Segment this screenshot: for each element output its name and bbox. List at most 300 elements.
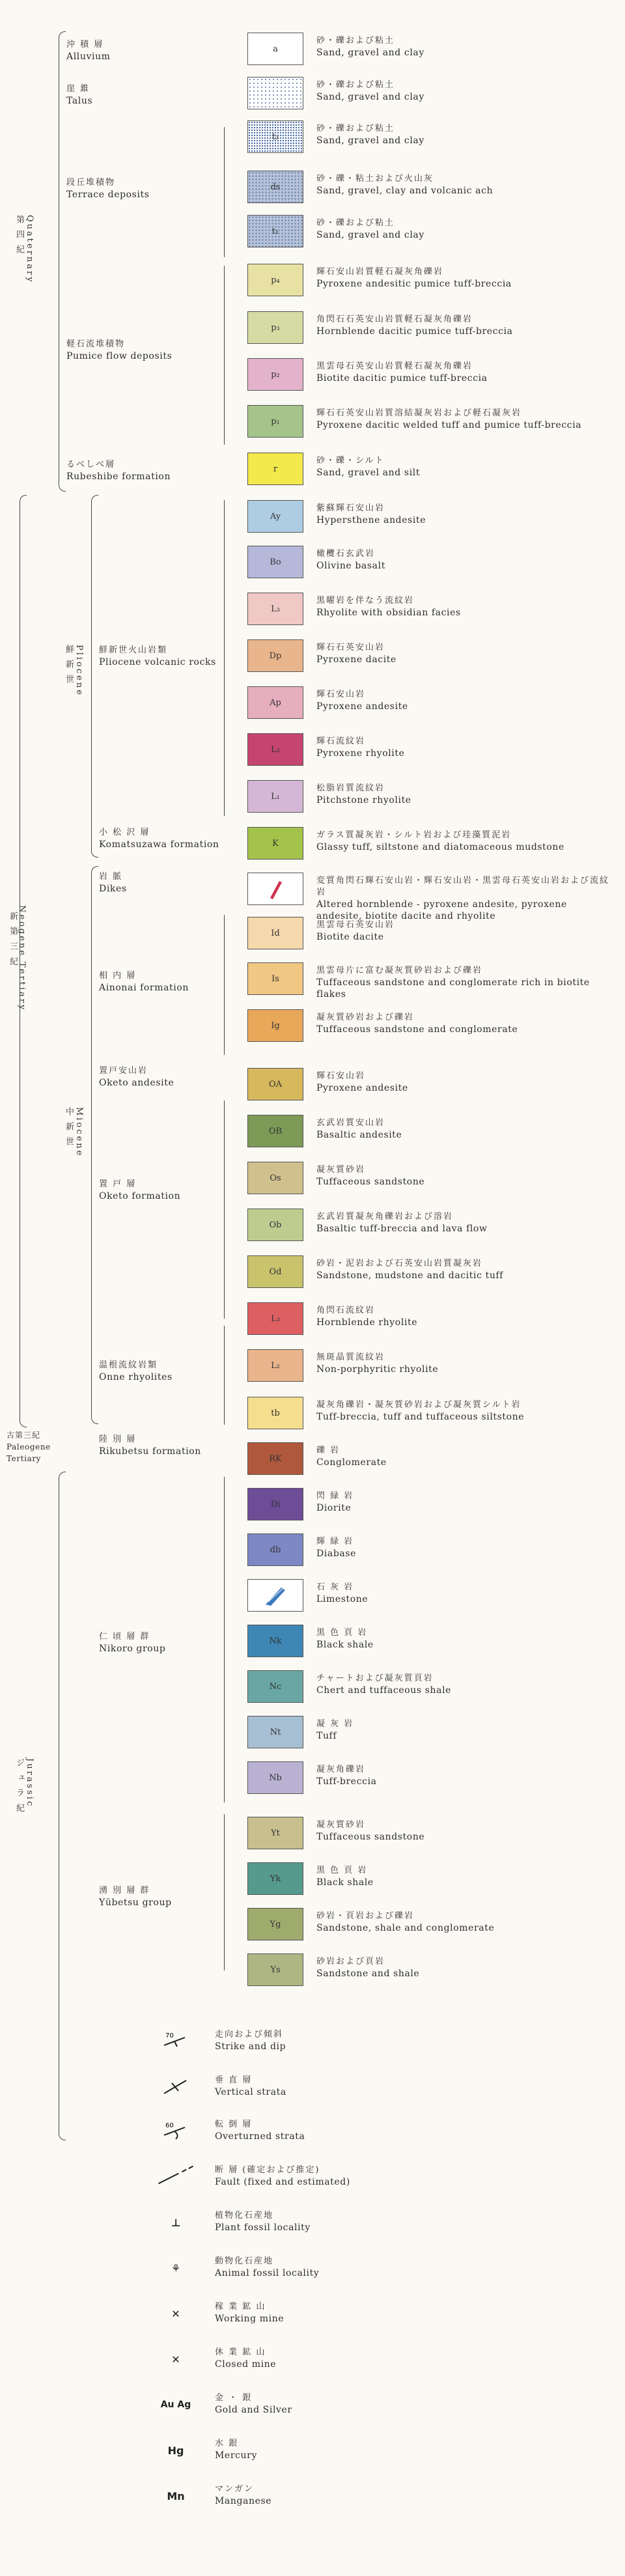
legend-code: RK: [269, 1453, 282, 1464]
legend-description-en: Tuffaceous sandstone: [316, 1832, 425, 1842]
jurassic-brace: [59, 1472, 66, 2140]
unit-ainonai: [99, 970, 189, 994]
legend-description: [316, 1399, 616, 1423]
legend-swatch: [247, 827, 303, 860]
unit-rubeshibe-en: Rubeshibe formation: [66, 471, 171, 482]
unit-nikoro: [99, 1631, 165, 1655]
legend-swatch: [247, 405, 303, 438]
legend-code: p₄: [271, 275, 280, 285]
legend-description: [316, 1764, 616, 1787]
legend-description-jp: 黒 色 頁 岩: [316, 1628, 368, 1638]
legend-description-en: Tuffaceous sandstone and conglomerate: [316, 1024, 518, 1035]
legend-swatch: [247, 1442, 303, 1475]
mercury-icon: Hg: [167, 2444, 184, 2457]
overturned-strata-icon: [156, 2115, 195, 2148]
legend-description-en: Diorite: [316, 1503, 352, 1513]
legend-description-en: Altered hornblende - pyroxene andesite, pyroxene andesite, biotite dacite and rhyolite: [316, 899, 567, 921]
legend-description-jp: 黒曜岩を伴なう流紋岩: [316, 596, 415, 606]
legend-swatch: [247, 593, 303, 625]
svg-text:70: 70: [165, 2032, 174, 2039]
unit-yubetsu-en: Yūbetsu group: [99, 1897, 172, 1908]
era-jurassic-jp: ジ ュ ラ 紀: [14, 1758, 24, 1814]
legend-code: Ay: [270, 511, 281, 522]
legend-description-jp: 玄武岩質安山岩: [316, 1118, 385, 1128]
legend-description-jp: 黒雲母石英安山岩: [316, 920, 395, 930]
unit-pliocene-volcanic-jp: 鮮新世火山岩類: [99, 645, 168, 655]
era-quaternary-jp: 第 四 紀: [14, 215, 24, 256]
legend-description-en: Pyroxene andesite: [316, 701, 408, 712]
fault-icon: [156, 2161, 195, 2193]
unit-oketo-andesite-en: Oketo andesite: [99, 1078, 174, 1088]
legend-swatch: [247, 1625, 303, 1657]
unit-rikubetsu-en: Rikubetsu formation: [99, 1446, 201, 1457]
unit-rikubetsu: [99, 1434, 201, 1457]
nikoro-brace: [224, 1477, 225, 1802]
legend-swatch: [247, 1068, 303, 1100]
symbol-description: [215, 2119, 488, 2142]
legend-code: Od: [269, 1267, 282, 1277]
legend-description-en: Basaltic andesite: [316, 1130, 402, 1140]
legend-description: [316, 830, 616, 853]
legend-code: L₂: [271, 744, 280, 755]
strike-dip-icon: [156, 2025, 195, 2058]
legend-description-jp: 橄欖石玄武岩: [316, 549, 376, 559]
ainonai-brace: [224, 915, 225, 1055]
unit-oketo-jp: 置 戸 層: [99, 1179, 137, 1189]
legend-description-jp: 角閃石流紋岩: [316, 1306, 376, 1315]
symbol-description-jp: 転 倒 層: [215, 2120, 253, 2129]
legend-description-en: Black shale: [316, 1640, 374, 1650]
legend-swatch: [247, 1761, 303, 1794]
unit-alluvium: [66, 39, 111, 63]
unit-terrace: [66, 177, 150, 201]
unit-komatsuzawa-jp: 小 松 沢 層: [99, 828, 150, 837]
legend-description-jp: 黒 色 頁 岩: [316, 1866, 368, 1875]
legend-description: [316, 1305, 616, 1328]
symbol-description-en: Gold and Silver: [215, 2405, 292, 2415]
legend-code: tb: [271, 1408, 280, 1418]
legend-description-en: Tuff-breccia: [316, 1776, 377, 1787]
legend-description-en: Diabase: [316, 1548, 357, 1559]
legend-description-jp: 石 灰 岩: [316, 1582, 354, 1592]
legend-description: [316, 455, 616, 479]
symbol-description-jp: 金 ・ 銀: [215, 2393, 253, 2403]
unit-yubetsu: [99, 1885, 172, 1909]
symbol-description-jp: 水 銀: [215, 2439, 239, 2448]
legend-description-en: Tuff: [316, 1731, 337, 1741]
legend-description: [316, 1956, 616, 1980]
symbol-description-en: Strike and dip: [215, 2041, 286, 2052]
animal-fossil-icon: ⚘: [171, 2261, 181, 2275]
legend-code: ds: [270, 182, 281, 192]
unit-dikes-jp: 岩 脈: [99, 872, 123, 882]
legend-description-en: Tuffaceous sandstone: [316, 1177, 425, 1187]
legend-description-en: Limestone: [316, 1594, 368, 1604]
legend-description: [316, 1536, 616, 1560]
symbol-description-jp: 垂 直 層: [215, 2075, 253, 2085]
unit-rikubetsu-jp: 陸 別 層: [99, 1435, 137, 1444]
symbol-description: [215, 2210, 488, 2233]
legend-description: [316, 123, 616, 147]
legend-description: [316, 875, 616, 922]
quaternary-brace: [59, 31, 66, 492]
vertical-strata-icon: [156, 2071, 195, 2103]
legend-code: L₂: [271, 1360, 280, 1371]
legend-description: [316, 965, 616, 1000]
legend-description-en: Sand, gravel and clay: [316, 135, 424, 146]
legend-description-jp: 角閃石石英安山岩質軽石凝灰角礫岩: [316, 315, 473, 324]
legend-description-jp: 閃 緑 岩: [316, 1491, 354, 1501]
legend-description: [316, 1865, 616, 1888]
legend-swatch: [247, 686, 303, 719]
era-miocene-jp: 中 新 世: [64, 1107, 74, 1148]
legend-description: [316, 35, 616, 59]
symbol-description-jp: 植物化石産地: [215, 2211, 274, 2220]
legend-description: [316, 919, 616, 943]
legend-description-jp: 輝石安山岩: [316, 1071, 366, 1081]
symbol-description-en: Overturned strata: [215, 2131, 305, 2142]
legend-swatch: [247, 1716, 303, 1748]
legend-description: [316, 1258, 616, 1281]
unit-talus-jp: 崖 錐: [66, 84, 90, 94]
legend-description-en: Pyroxene andesitic pumice tuff-breccia: [316, 279, 512, 289]
legend-swatch: [247, 1579, 303, 1612]
legend-description: [316, 1445, 616, 1468]
legend-code: Os: [270, 1173, 281, 1183]
unit-alluvium-en: Alluvium: [66, 51, 111, 62]
unit-pumice: [66, 339, 172, 362]
legend-description: [316, 314, 616, 337]
legend-description-jp: 玄武岩質凝灰角礫岩および溶岩: [316, 1212, 454, 1222]
legend-description-en: Sand, gravel and silt: [316, 468, 421, 478]
symbol-description-jp: 断 層 (確定および推定): [215, 2165, 320, 2175]
terrace-brace: [224, 127, 225, 257]
legend-description-jp: 砂・礫および粘土: [316, 80, 395, 90]
legend-code: db: [270, 1545, 281, 1555]
legend-description-en: Hornblende dacitic pumice tuff-breccia: [316, 326, 513, 337]
legend-code: Ig: [271, 1020, 280, 1031]
legend-description-en: Black shale: [316, 1877, 374, 1888]
legend-description-jp: 凝灰質砂岩: [316, 1165, 366, 1175]
legend-description-en: Tuff-breccia, tuff and tuffaceous siltstone: [316, 1412, 525, 1422]
legend-swatch: [247, 358, 303, 391]
legend-description-en: Tuffaceous sandstone and conglomerate rich in biotite flakes: [316, 977, 590, 1000]
legend-swatch: [247, 311, 303, 344]
symbol-description: [215, 2347, 488, 2370]
legend-description-jp: 礫 岩: [316, 1446, 340, 1455]
legend-code: p₂: [271, 369, 280, 380]
era-quaternary-en: Quaternary: [25, 215, 35, 284]
legend-description: [316, 1627, 616, 1651]
legend-description-jp: 凝灰質砂岩および礫岩: [316, 1013, 415, 1022]
legend-code: p₁: [271, 416, 280, 427]
legend-code: L₃: [271, 1313, 280, 1324]
legend-swatch: [247, 1255, 303, 1288]
era-neogene-en: Neogene Tertiary: [17, 905, 27, 1012]
legend-description: [316, 1911, 616, 1934]
legend-description-jp: 輝石安山岩質軽石凝灰角礫岩: [316, 267, 444, 277]
legend-swatch: [247, 1209, 303, 1241]
legend-description-jp: 輝石安山岩: [316, 690, 366, 699]
legend-code: Ys: [270, 1965, 281, 1975]
unit-pumice-en: Pumice flow deposits: [66, 351, 173, 361]
legend-swatch: [247, 500, 303, 533]
era-neogene-jp: 新 第 三 紀: [8, 912, 18, 968]
symbol-description: [215, 2256, 488, 2279]
legend-code: L₃: [271, 604, 280, 614]
symbol-description-en: Animal fossil locality: [215, 2268, 320, 2278]
legend-swatch: [247, 120, 303, 153]
legend-description: [316, 1819, 616, 1843]
plant-fossil-icon: ⊥: [171, 2216, 181, 2229]
era-jurassic-en: Jurassic: [25, 1758, 35, 1808]
legend-swatch: [247, 215, 303, 247]
legend-description-jp: 砂・礫・シルト: [316, 456, 385, 466]
legend-description-jp: 凝灰角礫岩・凝灰質砂岩および凝灰質シルト岩: [316, 1400, 521, 1410]
miocene-brace: [91, 866, 98, 1424]
legend-code: Id: [271, 928, 280, 938]
legend-description-en: Sand, gravel and clay: [316, 48, 424, 58]
legend-description-en: Pyroxene dacite: [316, 654, 396, 665]
legend-description: [316, 1352, 616, 1375]
unit-oketo-en: Oketo formation: [99, 1191, 181, 1201]
legend-description-jp: 紫蘇輝石安山岩: [316, 503, 385, 513]
unit-dikes: [99, 871, 127, 895]
legend-description-en: Sand, gravel, clay and volcanic ach: [316, 186, 493, 196]
legend-code: t₃: [271, 132, 279, 142]
legend-description-en: Sand, gravel and clay: [316, 230, 424, 240]
symbol-description: [215, 2029, 488, 2052]
legend-description-en: Pyroxene dacitic welded tuff and pumice tuff-breccia: [316, 420, 582, 430]
oketo-brace: [224, 1100, 225, 1319]
unit-pliocene-volcanic: [99, 645, 216, 668]
legend-swatch: [247, 962, 303, 995]
legend-swatch: [247, 33, 303, 65]
onne-brace: [224, 1326, 225, 1425]
legend-description: [316, 736, 616, 759]
legend-code: Nk: [269, 1636, 282, 1646]
legend-description-jp: 砂岩および頁岩: [316, 1957, 385, 1967]
svg-text:60: 60: [165, 2122, 174, 2129]
legend-swatch: [247, 77, 303, 109]
legend-description-en: Pyroxene rhyolite: [316, 748, 405, 759]
unit-yubetsu-jp: 湧 別 層 群: [99, 1886, 150, 1896]
legend-swatch: [247, 917, 303, 949]
legend-description-en: Hornblende rhyolite: [316, 1317, 418, 1328]
legend-description: [316, 595, 616, 619]
legend-code: L₁: [271, 791, 280, 802]
symbol-description-en: Closed mine: [215, 2359, 277, 2370]
symbol-description-en: Vertical strata: [215, 2087, 286, 2097]
legend-description-en: Basaltic tuff-breccia and lava flow: [316, 1224, 488, 1234]
legend-swatch: [247, 873, 303, 905]
legend-description-jp: 砂・礫および粘土: [316, 36, 395, 46]
unit-pumice-jp: 軽石流堆積物: [66, 339, 126, 349]
legend-description-en: Pyroxene andesite: [316, 1083, 408, 1093]
legend-description-jp: 輝 緑 岩: [316, 1537, 354, 1547]
legend-code: a: [273, 44, 278, 54]
legend-description-jp: ガラス質凝灰岩・シルト岩および珪藻質泥岩: [316, 830, 512, 840]
unit-komatsuzawa: [99, 827, 219, 850]
legend-description-en: Sandstone and shale: [316, 1968, 420, 1979]
legend-swatch: [247, 1488, 303, 1520]
legend-description: [316, 1673, 616, 1696]
legend-swatch: [247, 1397, 303, 1429]
legend-swatch: [247, 733, 303, 766]
legend-description-jp: 黒雲母石英安山岩質軽石凝灰角礫岩: [316, 361, 473, 371]
era-pliocene-en: Pliocene: [74, 645, 84, 697]
legend-code: Yg: [270, 1919, 281, 1929]
symbol-description-en: Manganese: [215, 2496, 272, 2506]
legend-description-en: Sandstone, shale and conglomerate: [316, 1923, 495, 1933]
legend-swatch: [247, 1009, 303, 1042]
pliocene-brace: [91, 495, 98, 858]
legend-code: Nb: [269, 1772, 282, 1783]
legend-description-en: Olivine basalt: [316, 561, 385, 571]
legend-description: [316, 642, 616, 665]
unit-ainonai-jp: 相 内 層: [99, 971, 137, 981]
legend-code: K: [272, 838, 279, 848]
legend-code: t₁: [271, 226, 279, 236]
manganese-icon: Mn: [167, 2489, 185, 2502]
legend-description: [316, 217, 616, 241]
legend-description-jp: 変質角閃石輝石安山岩・輝石安山岩・黒雲母石英安山岩および流紋岩: [316, 876, 610, 897]
legend-code: Ap: [270, 697, 281, 708]
legend-code: Bo: [270, 557, 281, 567]
legend-description-jp: 輝石石英安山岩質溶結凝灰岩および軽石凝灰岩: [316, 408, 522, 418]
legend-swatch: [247, 1908, 303, 1940]
legend-swatch: [247, 639, 303, 672]
legend-code: Yt: [271, 1828, 280, 1838]
unit-pliocene-volcanic-en: Pliocene volcanic rocks: [99, 657, 216, 667]
unit-rubeshibe: [66, 459, 171, 483]
unit-oketo-andesite: [99, 1065, 174, 1089]
legend-description-jp: 松脂岩質流紋岩: [316, 783, 385, 793]
symbol-description-jp: 動物化石産地: [215, 2256, 274, 2266]
legend-description-en: Non-porphyritic rhyolite: [316, 1364, 439, 1375]
era-pliocene-jp: 鮮 新 世: [64, 645, 74, 686]
legend-description: [316, 783, 616, 806]
legend-description-jp: 砂・礫および粘土: [316, 218, 395, 228]
legend-swatch: [247, 171, 303, 203]
legend-code: Dp: [269, 651, 282, 661]
legend-description-jp: 砂岩・泥岩および石英安山岩質凝灰岩: [316, 1259, 483, 1268]
symbol-description: [215, 2164, 488, 2188]
legend-description-jp: 砂・礫および粘土: [316, 124, 395, 133]
legend-code: p₃: [271, 322, 280, 333]
legend-swatch: [247, 780, 303, 813]
legend-swatch: [247, 1162, 303, 1194]
legend-description: [316, 689, 616, 712]
unit-talus-en: Talus: [66, 96, 93, 106]
legend-description: [316, 548, 616, 572]
yubetsu-brace: [224, 1814, 225, 1970]
legend-description-en: Chert and tuffaceous shale: [316, 1685, 452, 1696]
legend-description-en: Glassy tuff, siltstone and diatomaceous mudstone: [316, 842, 564, 852]
legend-code: r: [273, 464, 278, 474]
legend-code: Ob: [269, 1220, 282, 1230]
legend-description-jp: 輝石流紋岩: [316, 736, 366, 746]
symbol-description: [215, 2438, 488, 2461]
unit-onne-en: Onne rhyolites: [99, 1372, 173, 1382]
legend-description-en: Biotite dacite: [316, 932, 384, 942]
legend-description-en: Sandstone, mudstone and dacitic tuff: [316, 1270, 504, 1281]
legend-swatch: [247, 264, 303, 296]
legend-swatch: [247, 453, 303, 485]
era-paleogene-en1: Paleogene: [7, 1442, 51, 1451]
legend-description: [316, 1582, 616, 1605]
dike-icon: [262, 877, 288, 901]
legend-code: Yk: [270, 1873, 281, 1884]
legend-code: Nt: [270, 1727, 281, 1737]
unit-terrace-en: Terrace deposits: [66, 189, 150, 200]
legend-description-jp: 黒雲母片に富む凝灰質砂岩および礫岩: [316, 966, 483, 975]
symbol-description: [215, 2301, 488, 2325]
legend-description-en: Pitchstone rhyolite: [316, 795, 411, 805]
legend-swatch: [247, 1533, 303, 1566]
legend-description: [316, 361, 616, 384]
legend-code: Is: [271, 973, 279, 984]
legend-description-jp: 砂岩・頁岩および礫岩: [316, 1911, 415, 1921]
legend-description: [316, 1211, 616, 1235]
legend-description: [316, 1071, 616, 1094]
symbol-description: [215, 2392, 488, 2416]
legend-code: Nc: [269, 1681, 282, 1692]
unit-talus: [66, 83, 92, 107]
unit-nikoro-en: Nikoro group: [99, 1644, 166, 1654]
limestone-icon: [259, 1582, 292, 1608]
legend-swatch: [247, 1115, 303, 1147]
legend-code: Di: [270, 1499, 281, 1509]
symbol-description: [215, 2075, 488, 2098]
legend-code: OA: [268, 1079, 283, 1089]
era-paleogene-jp: 古第三紀: [7, 1431, 41, 1440]
legend-description-jp: 輝石石英安山岩: [316, 643, 385, 652]
era-miocene-en: Miocene: [74, 1107, 84, 1158]
legend-swatch: [247, 1302, 303, 1335]
legend-description-en: Conglomerate: [316, 1457, 387, 1468]
legend-code: OB: [268, 1126, 283, 1136]
legend-description-jp: 凝灰質砂岩: [316, 1820, 366, 1830]
unit-rubeshibe-jp: るべしべ層: [66, 460, 116, 469]
unit-onne-jp: 温根流紋岩類: [99, 1360, 158, 1370]
legend-description-jp: 凝灰角礫岩: [316, 1765, 366, 1774]
symbol-description-en: Plant fossil locality: [215, 2222, 311, 2233]
symbol-description-jp: 稼 業 鉱 山: [215, 2302, 266, 2312]
legend-description: [316, 1117, 616, 1141]
legend-description-en: Rhyolite with obsidian facies: [316, 608, 461, 618]
legend-description-jp: 無斑晶質流紋岩: [316, 1352, 385, 1362]
pliocene-volcanic-brace: [224, 500, 225, 816]
legend-description: [316, 1012, 616, 1035]
symbol-description-en: Fault (fixed and estimated): [215, 2177, 350, 2187]
legend-swatch: [247, 1670, 303, 1703]
era-paleogene-en2: Tertiary: [7, 1454, 42, 1463]
unit-oketo-andesite-jp: 置戸安山岩: [99, 1066, 148, 1076]
legend-description-jp: 砂・礫・粘土および火山灰: [316, 174, 434, 184]
symbol-description-en: Mercury: [215, 2450, 257, 2461]
unit-dikes-en: Dikes: [99, 884, 127, 894]
legend-description: [316, 1164, 616, 1188]
legend-description: [316, 79, 616, 103]
legend-description-jp: 凝 灰 岩: [316, 1719, 354, 1729]
pumice-brace: [224, 266, 225, 445]
legend-description-en: Hypersthene andesite: [316, 515, 426, 525]
unit-nikoro-jp: 仁 頃 層 群: [99, 1632, 150, 1642]
unit-ainonai-en: Ainonai formation: [99, 983, 189, 993]
working-mine-icon: ✕: [171, 2307, 180, 2320]
closed-mine-icon: ✕: [171, 2353, 180, 2366]
